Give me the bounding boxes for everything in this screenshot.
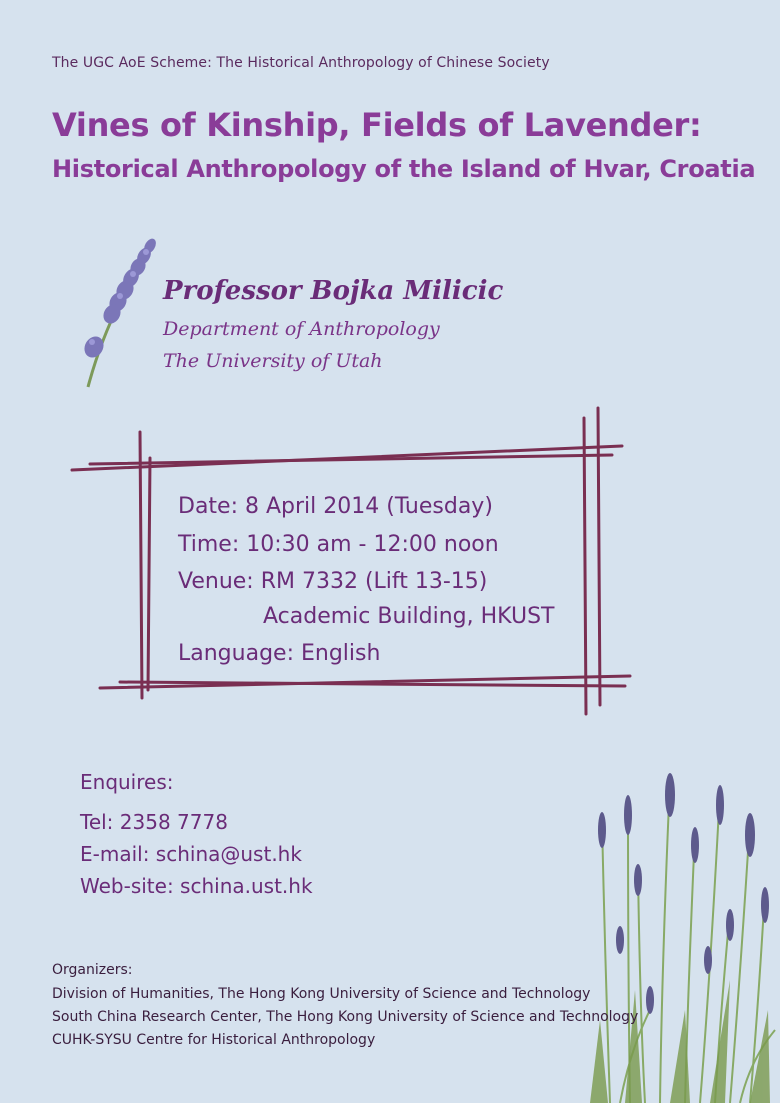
- organizer-item: CUHK-SYSU Centre for Historical Anthropology: [52, 1032, 376, 1048]
- organizers-heading: Organizers:: [52, 962, 133, 978]
- organizer-item: Division of Humanities, The Hong Kong University of Science and Technology: [52, 986, 591, 1002]
- event-date: Date: 8 April 2014 (Tuesday): [178, 494, 493, 519]
- event-language: Language: English: [178, 641, 381, 666]
- enquiries-website: Web-site: schina.ust.hk: [80, 874, 313, 898]
- speaker-university: The University of Utah: [163, 350, 383, 372]
- title-line-2: Historical Anthropology of the Island of Hvar, Croatia: [52, 155, 756, 183]
- scheme-line: The UGC AoE Scheme: The Historical Anthropology of Chinese Society: [52, 55, 550, 71]
- event-venue-building: Academic Building, HKUST: [263, 604, 555, 629]
- lavender-field-icon: [590, 760, 780, 1103]
- enquiries-email: E-mail: schina@ust.hk: [80, 842, 302, 866]
- event-time: Time: 10:30 am - 12:00 noon: [178, 532, 499, 557]
- event-venue: Venue: RM 7332 (Lift 13-15): [178, 569, 488, 594]
- speaker-department: Department of Anthropology: [163, 318, 440, 340]
- enquiries-tel: Tel: 2358 7778: [80, 810, 228, 834]
- speaker-name: Professor Bojka Milicic: [163, 276, 504, 306]
- enquiries-heading: Enquires:: [80, 770, 174, 794]
- organizer-item: South China Research Center, The Hong Kong University of Science and Technology: [52, 1009, 639, 1025]
- title-line-1: Vines of Kinship, Fields of Lavender:: [52, 106, 702, 144]
